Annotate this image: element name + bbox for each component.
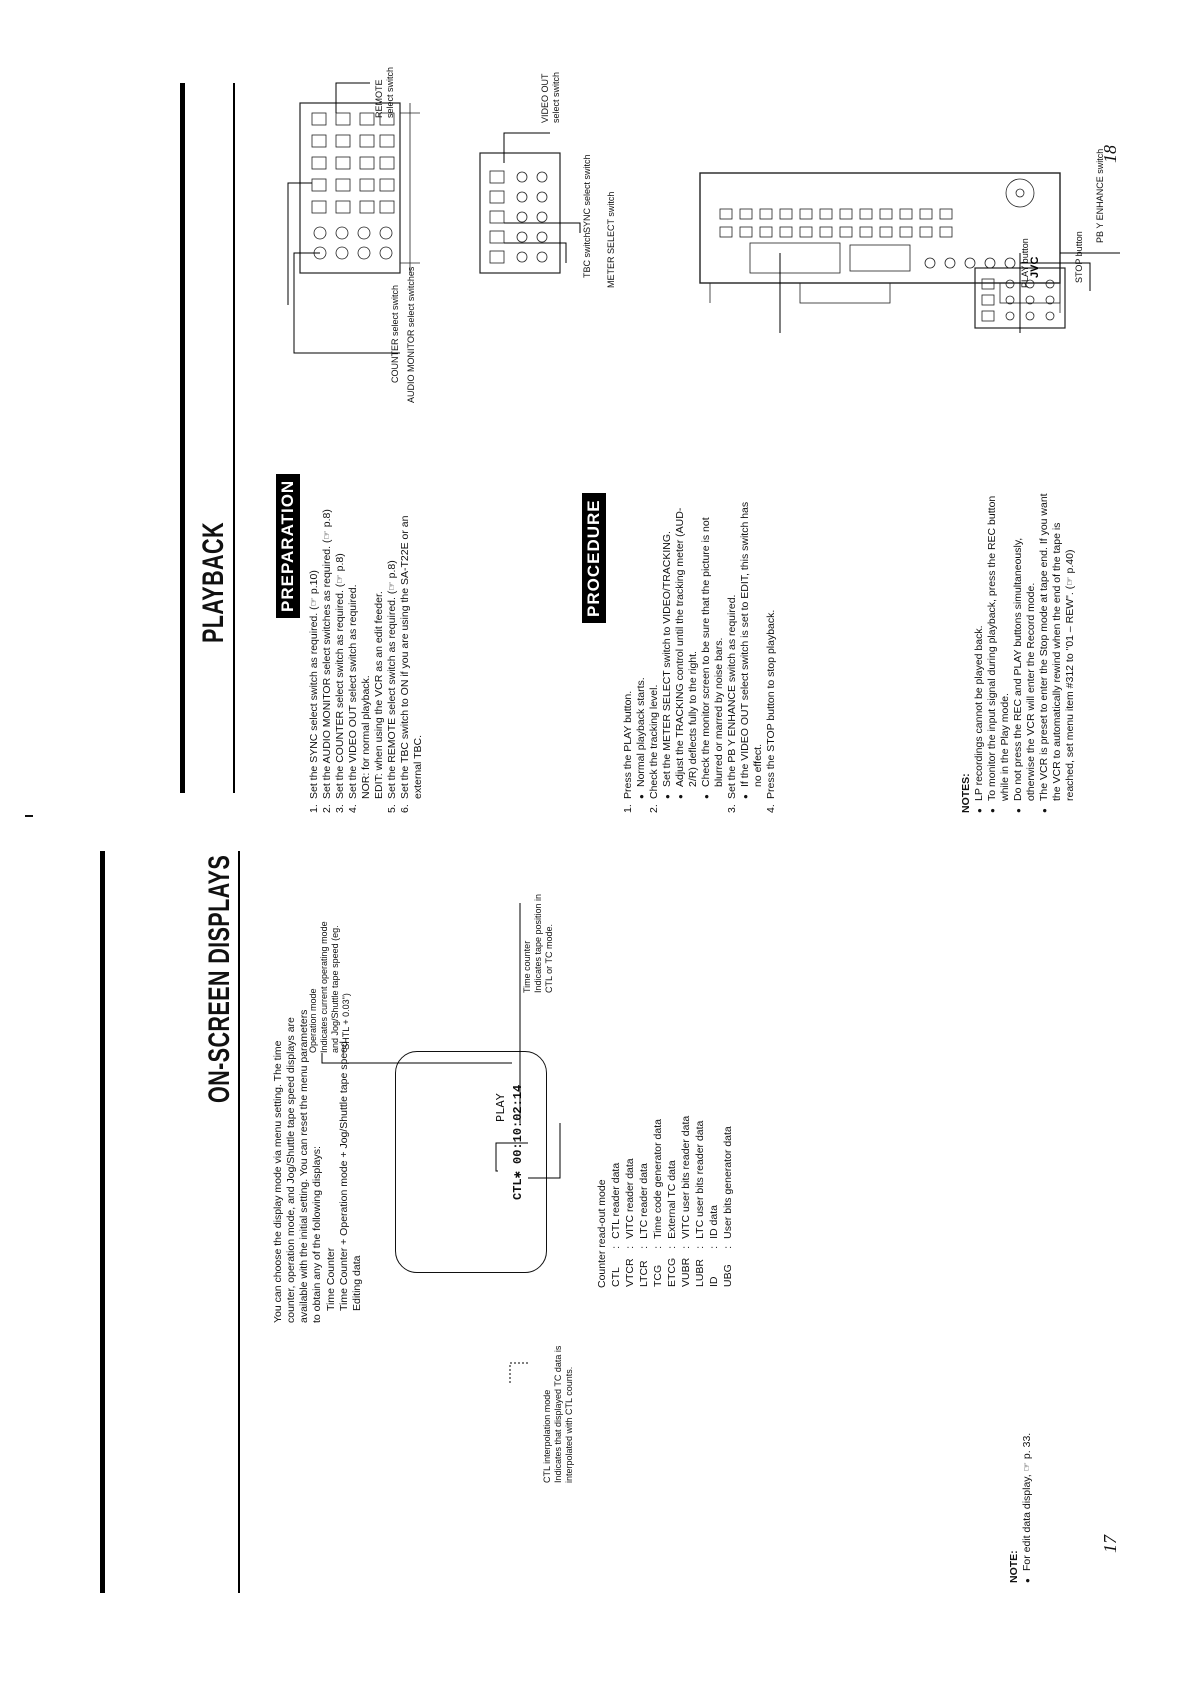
option-time-counter: Time Counter <box>325 1247 337 1311</box>
readout-desc: Time code generator data <box>652 1119 664 1239</box>
prep-edit: EDIT: when using the VCR as an edit feeder. <box>373 591 385 799</box>
prep-step-3: 3. Set the COUNTER select switch as required. (☞ p.8) <box>334 553 346 813</box>
proc-step-3-bullet: ● If the VIDEO OUT select switch is set to EDIT, this switch has no effect. <box>739 491 765 799</box>
counter-readout-list <box>596 1028 735 1288</box>
readout-title: Counter read-out mode <box>596 1179 608 1288</box>
readout-colon: : <box>708 1245 720 1249</box>
readout-colon: : <box>680 1245 692 1249</box>
time-counter-desc: Indicates tape position in CTL or TC mode. <box>533 893 554 993</box>
readout-row <box>693 1115 707 1288</box>
operation-mode-title: Operation mode <box>308 988 318 1053</box>
readout-row <box>707 1115 721 1288</box>
screen-mode-text: PLAY <box>494 1093 508 1122</box>
readout-row <box>651 1115 665 1288</box>
right-title-rule <box>233 83 235 793</box>
readout-code: CTL <box>610 1267 622 1287</box>
readout-desc: VITC user bits reader data <box>680 1115 692 1239</box>
readout-row <box>637 1115 651 1288</box>
left-note-title: NOTE: <box>1008 1550 1020 1583</box>
readout-colon: : <box>624 1245 636 1249</box>
time-counter-callout <box>522 893 555 993</box>
option-editing-data: Editing data <box>351 1255 363 1311</box>
operation-mode-callout <box>308 913 352 1053</box>
readout-code: ID <box>708 1276 720 1287</box>
callout-meter-select: METER SELECT switch <box>606 191 616 288</box>
readout-desc: User bits generator data <box>722 1126 734 1239</box>
readout-desc: LTC reader data <box>638 1163 650 1239</box>
proc-step-2-bullet-3: ● Check the monitor screen to be sure that the picture is not blurred or marred by noise bars. <box>700 491 726 799</box>
readout-colon: : <box>610 1245 622 1249</box>
readout-row <box>609 1115 623 1288</box>
callout-pb-y-enhance: PB Y ENHANCE switch <box>1095 148 1105 243</box>
callout-stop: STOP button <box>1074 231 1084 283</box>
readout-desc: External TC data <box>666 1160 678 1239</box>
proc-step-2-bullet-1: ● Set the METER SELECT switch to VIDEO/TRACKING. <box>661 491 674 799</box>
readout-code: LUBR <box>694 1258 706 1287</box>
readout-code: UBG <box>722 1264 734 1287</box>
note-item-2: ● To monitor the input signal during playback, press the REC button while in the Play mode. <box>986 491 1012 813</box>
jvc-logo: JVC <box>1029 256 1041 278</box>
prep-step-2: 2. Set the AUDIO MONITOR select switches as required. (☞ p.8) <box>321 509 333 813</box>
procedure-heading: PROCEDURE <box>582 493 606 623</box>
callout-remote: REMOTE select switch <box>374 66 395 118</box>
panel-diagram-top <box>280 13 460 413</box>
operation-mode-desc: Indicates current operating mode and Jog/Shuttle tape speed (eg. "SHTL + 0.03") <box>319 921 351 1053</box>
readout-code: LTCR <box>638 1260 650 1287</box>
ctl-interp-desc: Indicates that displayed TC data is interpolated with CTL counts. <box>553 1345 574 1483</box>
callout-play: PLAY button <box>1020 238 1030 288</box>
proc-step-1: 1. Press the PLAY button. ● Normal playback starts. <box>622 491 648 813</box>
right-top-rule <box>180 83 185 793</box>
prep-step-1: 1. Set the SYNC select switch as required. (☞ p.10) <box>308 570 320 813</box>
readout-desc: VITC reader data <box>624 1158 636 1239</box>
proc-step-1-bullet: ● Normal playback starts. <box>635 491 648 799</box>
readout-row <box>665 1115 679 1288</box>
left-note <box>1008 1283 1034 1583</box>
readout-colon: : <box>722 1245 734 1249</box>
readout-colon: : <box>694 1245 706 1249</box>
screen-counter-text: CTL✱ 00:10:02:14 <box>511 1084 525 1200</box>
proc-step-4: 4. Press the STOP button to stop playback. <box>765 609 777 813</box>
right-page-title: PLAYBACK <box>197 522 230 643</box>
readout-desc: ID data <box>708 1205 720 1239</box>
notes-title: NOTES: <box>960 773 972 813</box>
readout-table <box>609 1115 735 1288</box>
readout-desc: LTC user bits reader data <box>694 1120 706 1239</box>
left-page-number: 17 <box>1100 1535 1120 1553</box>
readout-code: VTCR <box>624 1258 636 1287</box>
ctl-interp-callout <box>542 1333 575 1483</box>
callout-sync: SYNC select switch <box>582 154 592 233</box>
callout-tbc: TBC switch <box>582 232 592 278</box>
stray-mark <box>25 815 33 817</box>
time-counter-title: Time counter <box>522 940 532 993</box>
readout-code: TCG <box>652 1264 664 1287</box>
ctl-interp-title: CTL interpolation mode <box>542 1389 552 1483</box>
readout-colon: : <box>652 1245 664 1249</box>
prep-step-5: 5. Set the REMOTE select switch as required. (☞ p.8) <box>386 560 398 813</box>
readout-colon: : <box>638 1245 650 1249</box>
readout-colon: : <box>666 1245 678 1249</box>
readout-code: ETCG <box>666 1257 678 1287</box>
left-page-title: ON-SCREEN DISPLAYS <box>203 854 236 1103</box>
readout-code: VUBR <box>680 1257 692 1287</box>
proc-step-3: 3. Set the PB Y ENHANCE switch as required. ● If the VIDEO OUT select switch is set to EDIT, this switch has no effect. <box>726 491 765 813</box>
left-note-item: ● For edit data display, ☞ p. 33. <box>1021 1283 1034 1583</box>
callout-audio-monitor: AUDIO MONITOR select switches <box>406 266 416 403</box>
note-item-3: ● Do not press the REC and PLAY buttons simultaneously, otherwise the VCR will enter the Record mode. <box>1012 491 1038 813</box>
readout-row <box>679 1115 693 1288</box>
proc-step-2: 2. Check the tracking level. ● Set the METER SELECT switch to VIDEO/TRACKING. ● Adjust the TRACKING control until the tracking meter (AUD-2/R) deflects fully to the right. ● Check the monitor screen to be sure that the picture is not blurred or marred by noise bars. <box>648 491 726 813</box>
intro-text: You can choose the display mode via menu setting. The time counter, operation mode, and Jog/Shuttle tape speed displays are available with the initial setting. You can reset the menu parameters to obtain any of the following displays: <box>272 1009 323 1323</box>
callout-video-out: VIDEO OUT select switch <box>540 71 561 123</box>
readout-desc: CTL reader data <box>610 1162 622 1239</box>
preparation-steps <box>308 497 425 813</box>
readout-row <box>721 1115 735 1288</box>
note-item-4: ● The VCR is preset to enter the Stop mode at tape end. If you want the VCR to automatically rewind when the end of the tape is reached, set menu item #312 to "01 – REW". (☞ p.40) <box>1038 491 1077 813</box>
proc-step-2-bullet-2: ● Adjust the TRACKING control until the tracking meter (AUD-2/R) deflects fully to the right. <box>674 491 700 799</box>
note-item-1: ● LP recordings cannot be played back. <box>973 491 986 813</box>
readout-row <box>623 1115 637 1288</box>
callout-counter: COUNTER select switch <box>390 284 400 383</box>
right-page-number: 18 <box>1100 145 1120 163</box>
option-counter-mode-speed: Time Counter + Operation mode + Jog/Shuttle tape speed <box>338 1041 350 1311</box>
panel-diagram-mid <box>470 93 600 293</box>
prep-step-4: 4. Set the VIDEO OUT select switch as required. NOR: for normal playback. EDIT: when using the VCR as an edit feeder. <box>347 497 386 813</box>
preparation-heading: PREPARATION <box>276 474 300 618</box>
prep-step-6: 6. Set the TBC switch to ON if you are using the SA-T22E or an external TBC. <box>399 515 424 813</box>
prep-nor: NOR: for normal playback. <box>360 675 372 799</box>
